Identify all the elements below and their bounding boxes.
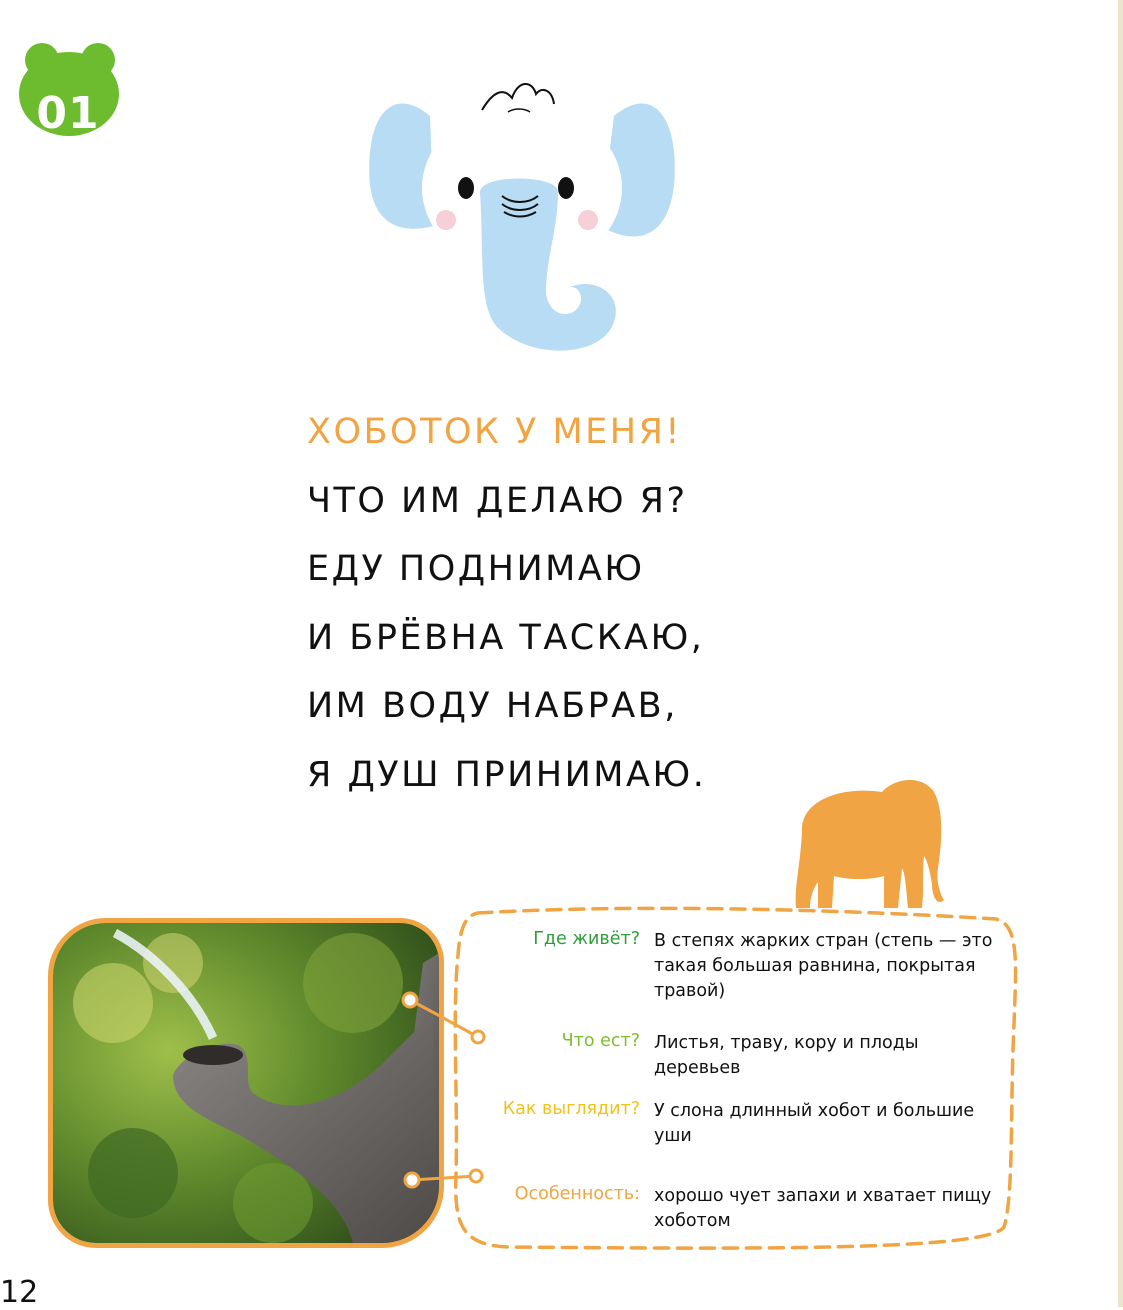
elephant-face-icon — [362, 76, 682, 370]
poem-line: Я ДУШ ПРИНИМАЮ. — [307, 754, 707, 795]
poem-line: ЕДУ ПОДНИМАЮ — [307, 549, 645, 589]
chapter-number: 01 — [36, 88, 100, 139]
elephant-silhouette-icon — [782, 772, 952, 916]
poem-line: ЧТО ИМ ДЕЛАЮ Я? — [307, 480, 688, 521]
info-label: Что ест? — [561, 1031, 640, 1051]
page-edge — [1118, 0, 1123, 1307]
poem-line: И БРЁВНА ТАСКАЮ, — [307, 617, 705, 658]
info-box — [448, 905, 1020, 1253]
info-text: В степях жарких стран (степь — это такая большая равнина, покрытая травой) — [654, 931, 993, 1001]
info-text: У слона длинный хобот и большие уши — [654, 1101, 975, 1146]
poem-line: ИМ ВОДУ НАБРАВ, — [307, 686, 678, 726]
info-text: Листья, траву, кору и плоды деревьев — [654, 1033, 919, 1078]
poem-line: ХОБОТОК У МЕНЯ! — [307, 412, 682, 452]
chapter-badge — [18, 40, 122, 139]
elephant-trunk-photo — [48, 918, 444, 1248]
info-label: Как выглядит? — [502, 1099, 640, 1119]
info-label: Особенность: — [514, 1184, 640, 1204]
page-number: 12 — [0, 1275, 39, 1310]
info-text: хорошо чует запахи и хватает пищу хоботом — [654, 1186, 992, 1231]
info-label: Где живёт? — [533, 929, 640, 949]
poem — [307, 398, 706, 809]
